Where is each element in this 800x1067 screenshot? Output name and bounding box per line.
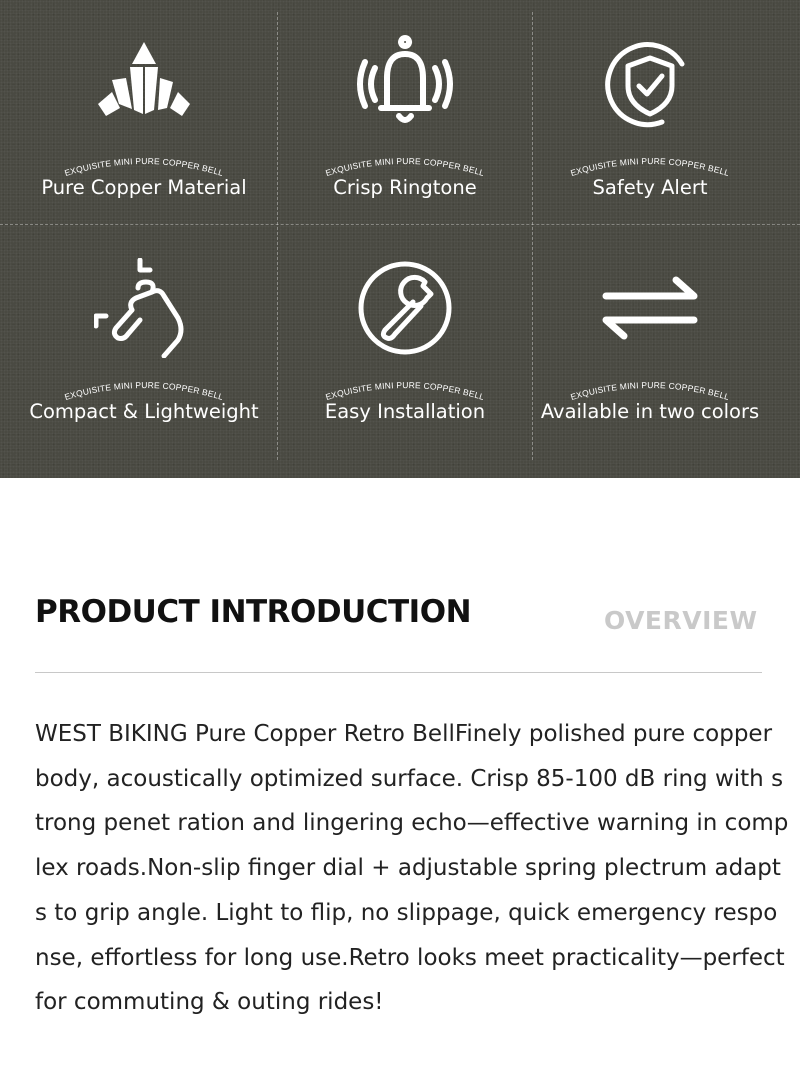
feature-label: Crisp Ringtone: [333, 176, 477, 199]
shield-check-icon: [600, 34, 700, 134]
feature-label: Compact & Lightweight: [29, 400, 259, 423]
feature-two-colors: [517, 224, 783, 448]
feature-pure-copper: [11, 0, 277, 224]
features-panel: [0, 0, 800, 478]
crystal-icon: [94, 34, 194, 134]
wrench-icon: [355, 258, 455, 358]
svg-text:EXQUISITE MINI PURE COPPER BEL: EXQUISITE MINI PURE COPPER BELL: [324, 155, 486, 179]
svg-text:EXQUISITE MINI PURE COPPER BEL: EXQUISITE MINI PURE COPPER BELL: [63, 155, 225, 179]
svg-text:EXQUISITE MINI PURE COPPER BEL: EXQUISITE MINI PURE COPPER BELL: [569, 155, 731, 179]
svg-text:EXQUISITE MINI PURE COPPER BEL: EXQUISITE MINI PURE COPPER BELL: [63, 379, 225, 403]
feature-crisp-ringtone: [272, 0, 538, 224]
feature-easy-installation: [272, 224, 538, 448]
feature-label: Safety Alert: [592, 176, 708, 199]
svg-text:EXQUISITE MINI PURE COPPER BEL: EXQUISITE MINI PURE COPPER BELL: [324, 379, 486, 403]
bell-ringing-icon: [355, 34, 455, 134]
feature-compact-lightweight: [11, 224, 277, 448]
overview-label: OVERVIEW: [604, 606, 758, 635]
feature-label: Available in two colors: [540, 400, 760, 423]
feature-label: Easy Installation: [324, 400, 486, 423]
section-heading: PRODUCT INTRODUCTION: [35, 594, 472, 630]
swap-arrows-icon: [600, 258, 700, 358]
feature-safety-alert: [517, 0, 783, 224]
intro-paragraph: WEST BIKING Pure Copper Retro BellFinely polished pure copper body, acoustically optimized surface. Crisp 85-100 dB ring with strong penet ration and lingering echo—effective warning in complex roads.Non-slip finger dial + adjustable spring plectrum adapts to grip angle. Light to flip, no slippage, quick emergency response, effortless for long use.Retro looks meet practicality—perfect for commuting & outing rides!: [35, 721, 789, 1016]
hand-pinch-icon: [94, 258, 194, 358]
svg-text:EXQUISITE MINI PURE COPPER BEL: EXQUISITE MINI PURE COPPER BELL: [569, 379, 731, 403]
section-divider: [35, 672, 762, 673]
feature-label: Pure Copper Material: [41, 176, 247, 199]
